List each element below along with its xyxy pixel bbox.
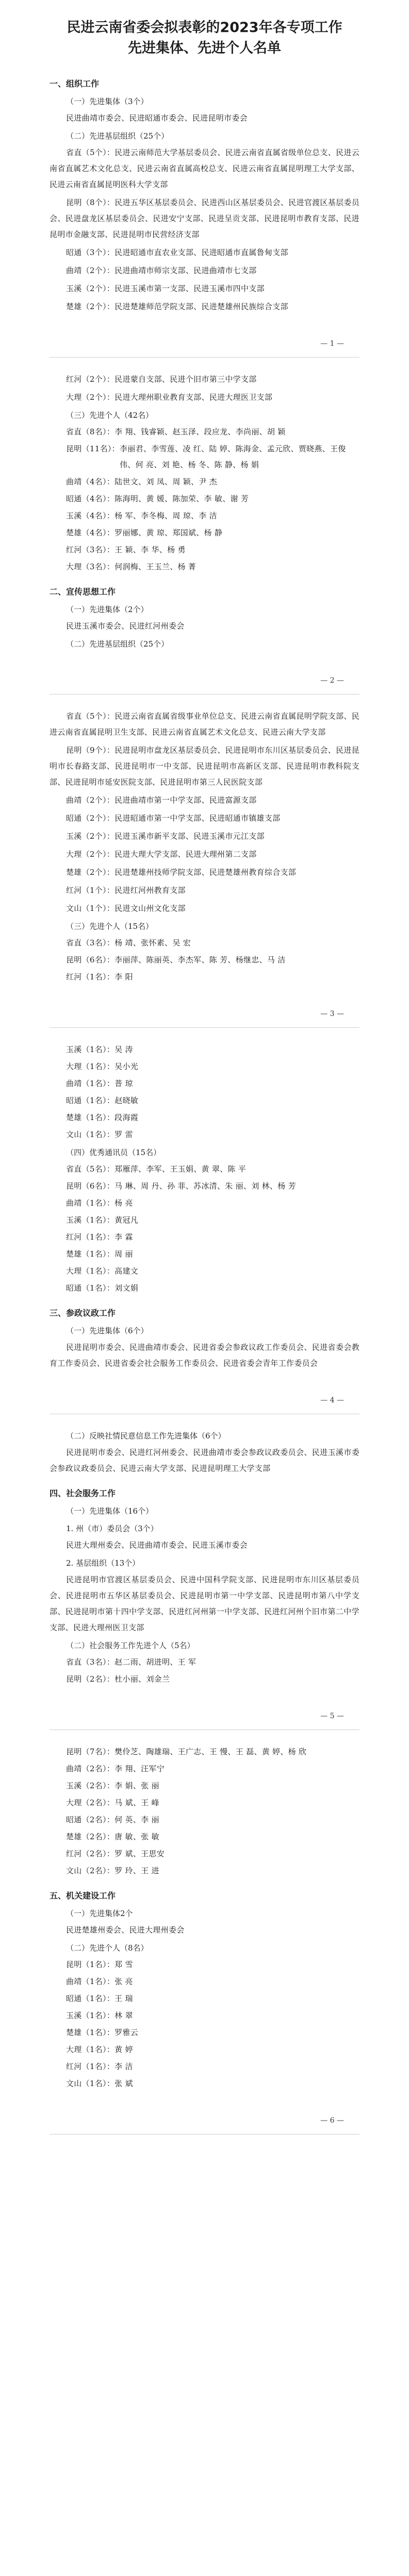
list-item bbox=[50, 2008, 359, 2024]
names-list: 李丽萍、陈丽英、李杰军、陈 芳、杨继忠、马 洁 bbox=[114, 955, 286, 964]
list-item bbox=[50, 1846, 359, 1862]
names-list: 张 斌 bbox=[114, 2079, 133, 2088]
paragraph: 省直（5个）：民进云南师范大学基层委员会、民进云南省直属省级单位总支、民进云南省直属艺术文化总支、民进云南省直属高校总支、民进云南省直属昆明理工大学支部、民进云南省直属昆明医科大学支部 bbox=[50, 148, 359, 189]
group-label: 玉溪（1名）： bbox=[66, 1045, 115, 1054]
list-item bbox=[50, 1229, 359, 1245]
names-list: 李 阳 bbox=[114, 972, 133, 981]
names-list: 周 丽 bbox=[114, 1249, 133, 1259]
names-list: 陆世文、刘 凤、周 颖、尹 杰 bbox=[114, 477, 217, 486]
group-label: 红河（3名）： bbox=[66, 545, 115, 554]
names-list: 刘文娟 bbox=[114, 1283, 139, 1293]
list-item bbox=[50, 2059, 359, 2075]
group-label: 省直（3名）： bbox=[66, 1657, 115, 1667]
names-list: 郑 雪 bbox=[114, 1960, 133, 1969]
list-item bbox=[50, 2042, 359, 2058]
paragraph: 曲靖（2个）：民进曲靖市师宗支部、民进曲靖市七支部 bbox=[66, 266, 257, 275]
subheading-correspondents: （四）优秀通讯员（15名） bbox=[66, 1148, 161, 1157]
list-item bbox=[50, 441, 359, 473]
names-list: 郑雁萍、李军、王玉娟、黄 翠、陈 平 bbox=[114, 1164, 247, 1174]
section-heading-politics: 三、参政议政工作 bbox=[50, 1308, 116, 1318]
names-list: 王 瑞 bbox=[114, 1994, 133, 2003]
paragraph: 大理（2个）：民进大理州职业教育支部、民进大理医卫支部 bbox=[66, 393, 273, 402]
list-item bbox=[50, 1127, 359, 1143]
page-number: — 1 — bbox=[320, 340, 344, 348]
names-list: 赵二雨、胡进明、王 军 bbox=[114, 1657, 197, 1667]
group-label: 楚雄（1名）： bbox=[66, 2028, 115, 2037]
group-label: 大理（1名）： bbox=[66, 1062, 115, 1071]
subheading-base-organization: （二）先进基层组织（25个） bbox=[66, 639, 169, 649]
group-label: 大理（1名）： bbox=[66, 1266, 115, 1276]
paragraph: 民进楚雄州委会、民进大理州委会 bbox=[66, 1925, 185, 1935]
paragraph: 昆明（8个）：民进五华区基层委员会、民进西山区基层委员会、民进官渡区基层委员会、民进盘龙区基层委员会、民进安宁支部、民进呈贡支部、民进昆明市教育支部、民进昆明市金融支部、民进昆明市民营经济支部 bbox=[50, 198, 359, 239]
list-item bbox=[50, 1795, 359, 1811]
paragraph: 红河（2个）：民进蒙自支部、民进个旧市第三中学支部 bbox=[66, 375, 257, 384]
document-title-line1: 民进云南省委会拟表彰的2023年各专项工作 bbox=[67, 20, 342, 36]
paragraph: 楚雄（2个）：民进楚雄师范学院支部、民进楚雄州民族综合支部 bbox=[66, 302, 288, 311]
subheading-base-organization: （二）先进基层组织（25个） bbox=[66, 131, 169, 141]
names-list: 马 斌、王 峰 bbox=[114, 1798, 159, 1807]
section-heading-social-service: 四、社会服务工作 bbox=[50, 1488, 116, 1498]
list-item bbox=[50, 1195, 359, 1211]
list-item bbox=[50, 1812, 359, 1828]
section-heading-propaganda: 二、宣传思想工作 bbox=[50, 587, 116, 597]
group-label: 昆明（6名）： bbox=[66, 1181, 115, 1191]
list-item bbox=[50, 1110, 359, 1126]
group-label: 省直（3名）： bbox=[66, 938, 115, 947]
section-heading-organ-building: 五、机关建设工作 bbox=[50, 1891, 116, 1901]
group-label: 昭通（2名）： bbox=[66, 1815, 115, 1824]
group-label: 大理（1名）： bbox=[66, 2045, 115, 2054]
subheading-reflect: （二）反映社情民意信息工作先进集体（6个） bbox=[66, 1431, 226, 1440]
names-list: 王 颖、李 华、杨 勇 bbox=[114, 545, 186, 554]
document-title-line2: 先进集体、先进个人名单 bbox=[128, 40, 281, 56]
paragraph: 昆明（9个）：民进昆明市盘龙区基层委员会、民进昆明市东川区基层委员会、民进昆明市长春路支部、民进昆明市一中支部、民进昆明市高新区支部、民进昆明市教科院支部、民进昆明市延安医院支部、民进昆明市第三人民医院支部 bbox=[50, 745, 359, 787]
list-item bbox=[50, 1974, 359, 1990]
group-label: 昆明（7名）： bbox=[66, 1747, 115, 1756]
group-label: 文山（2名）： bbox=[66, 1866, 115, 1875]
names-list: 普 琼 bbox=[114, 1079, 133, 1088]
names-list: 唐 敏、张 敏 bbox=[114, 1832, 159, 1841]
names-list: 杨 军、李冬梅、周 琼、李 洁 bbox=[114, 511, 217, 520]
group-label: 玉溪（2名）： bbox=[66, 1781, 115, 1790]
names-list: 高建文 bbox=[114, 1266, 139, 1276]
paragraph: 曲靖（2个）：民进曲靖市第一中学支部、民进富源支部 bbox=[66, 795, 257, 805]
group-label: 文山（1名）： bbox=[66, 1130, 115, 1139]
group-label: 昆明（11名）： bbox=[66, 444, 120, 453]
subheading-individuals: （二）社会服务工作先进个人（5名） bbox=[66, 1641, 195, 1650]
group-label: 曲靖（2名）： bbox=[66, 1764, 115, 1773]
names-list: 段海霞 bbox=[114, 1113, 139, 1122]
group-label: 昭通（4名）： bbox=[66, 494, 115, 503]
group-label: 昆明（2名）： bbox=[66, 1674, 115, 1684]
list-item bbox=[50, 1093, 359, 1109]
group-label: 红河（1名）： bbox=[66, 972, 115, 981]
subheading-prefecture: 1. 州（市）委员会（3个） bbox=[66, 1524, 158, 1533]
group-label: 楚雄（1名）： bbox=[66, 1249, 115, 1259]
page-divider bbox=[50, 1027, 359, 1028]
paragraph: 民进昆明市官渡区基层委员会、民进中国科学院支部、民进昆明市东川区基层委员会、民进昆明市五华区基层委员会、民进昆明市第一中学支部、民进昆明市第八中学支部、民进昆明市第十四中学支部、民进红河州第一中学支部、民进红河州个旧市第二中学支部、民进大理州医卫支部 bbox=[50, 1575, 359, 1632]
paragraph: 大理（2个）：民进大理大学支部、民进大理州第二支部 bbox=[66, 850, 257, 859]
names-list: 樊伶芝、陶雄瑞、王广志、王 慢、王 磊、黄 婷、杨 欣 bbox=[114, 1747, 307, 1756]
list-item bbox=[50, 952, 359, 968]
list-item bbox=[50, 542, 359, 558]
names-list: 马 琳、周 丹、孙 菲、苏冰清、朱 丽、刘 林、杨 芳 bbox=[114, 1181, 296, 1191]
names-list: 张 亮 bbox=[114, 1977, 133, 1986]
names-list: 何润梅、王玉兰、杨 菁 bbox=[114, 562, 197, 571]
list-item bbox=[50, 1778, 359, 1794]
paragraph: 玉溪（2个）：民进玉溪市第一支部、民进玉溪市四中支部 bbox=[66, 284, 265, 293]
page-footer bbox=[50, 340, 359, 351]
subheading-individuals: （二）先进个人（8名） bbox=[66, 1943, 149, 1953]
list-item bbox=[50, 1178, 359, 1194]
subheading-individuals: （三）先进个人（42名） bbox=[66, 411, 154, 420]
page-divider bbox=[50, 357, 359, 358]
names-list: 罗雅云 bbox=[114, 2028, 139, 2037]
list-item bbox=[50, 1863, 359, 1879]
paragraph: 民进大理州委会、民进曲靖市委会、民进玉溪市委会 bbox=[66, 1540, 248, 1550]
list-item bbox=[50, 1059, 359, 1075]
names-list: 陈海明、黄 媛、陈加荣、李 敏、谢 芳 bbox=[114, 494, 249, 503]
list-item bbox=[50, 1280, 359, 1296]
group-label: 曲靖（1名）： bbox=[66, 1977, 115, 1986]
group-label: 文山（1名）： bbox=[66, 2079, 115, 2088]
group-label: 大理（3名）： bbox=[66, 562, 115, 571]
list-item bbox=[50, 424, 359, 440]
group-label: 昆明（6名）： bbox=[66, 955, 115, 964]
paragraph: 民进昆明市委会、民进曲靖市委会、民进省委会参政议政工作委员会、民进省委会教育工作委员会、民进省委会社会服务工作委员会、民进省委会青年工作委员会 bbox=[50, 1343, 359, 1368]
names-list: 罗 玲、王 进 bbox=[114, 1866, 159, 1875]
names-list: 罗丽娜、黄 琼、郑国斌、杨 静 bbox=[114, 528, 223, 537]
subheading-collective: （一）先进集体（6个） bbox=[66, 1326, 149, 1335]
names-list: 李 翔、钱睿颖、赵玉泽、段应龙、李尚丽、胡 颖 bbox=[114, 427, 286, 436]
group-label: 楚雄（2名）： bbox=[66, 1832, 115, 1841]
section-heading-organization: 一、组织工作 bbox=[50, 79, 100, 89]
group-label: 省直（8名）： bbox=[66, 427, 115, 436]
group-label: 曲靖（1名）： bbox=[66, 1198, 115, 1208]
list-item bbox=[50, 525, 359, 541]
subheading-collective: （一）先进集体（2个） bbox=[66, 605, 149, 614]
paragraph: 民进玉溪市委会、民进红河州委会 bbox=[66, 621, 185, 631]
group-label: 红河（1名）： bbox=[66, 2062, 115, 2071]
paragraph: 省直（5个）：民进云南省直属省级事业单位总支、民进云南省直属昆明学院支部、民进云南省直属昆明卫生支部、民进云南省直属艺术文化总支、民进云南大学支部 bbox=[50, 711, 359, 737]
list-item bbox=[50, 474, 359, 490]
group-label: 昭通（1名）： bbox=[66, 1283, 115, 1293]
page-footer bbox=[50, 676, 359, 688]
page-number: — 4 — bbox=[320, 1396, 344, 1404]
names-list: 李 霖 bbox=[114, 1232, 133, 1242]
list-item bbox=[50, 1761, 359, 1777]
group-label: 楚雄（4名）： bbox=[66, 528, 115, 537]
names-list: 黄 婷 bbox=[114, 2045, 133, 2054]
names-list: 赵晓敏 bbox=[114, 1096, 139, 1105]
list-item bbox=[50, 1263, 359, 1279]
page-number: — 3 — bbox=[320, 1010, 344, 1018]
names-list: 林 翠 bbox=[114, 2011, 133, 2020]
group-label: 玉溪（1名）： bbox=[66, 2011, 115, 2020]
subheading-base-organization: 2. 基层组织（13个） bbox=[66, 1558, 140, 1568]
list-item bbox=[50, 1829, 359, 1845]
group-label: 昭通（1名）： bbox=[66, 1994, 115, 2003]
list-item bbox=[50, 1076, 359, 1092]
list-item bbox=[50, 508, 359, 524]
page-number: — 6 — bbox=[320, 2116, 344, 2125]
paragraph: 民进昆明市委会、民进红河州委会、民进曲靖市委会参政议政委员会、民进玉溪市委会参政议政委员会、民进云南大学支部、民进昆明理工大学支部 bbox=[50, 1448, 359, 1473]
names-list: 何 英、李 丽 bbox=[114, 1815, 159, 1824]
group-label: 昆明（1名）： bbox=[66, 1960, 115, 1969]
group-label: 楚雄（1名）： bbox=[66, 1113, 115, 1122]
list-item bbox=[50, 1161, 359, 1177]
list-item bbox=[50, 2076, 359, 2092]
list-item bbox=[50, 491, 359, 507]
paragraph: 红河（1个）：民进红河州教育支部 bbox=[66, 886, 186, 895]
paragraph: 楚雄（2个）：民进楚雄州技师学院支部、民进楚雄州教育综合支部 bbox=[66, 868, 297, 877]
names-list: 李 娟、张 丽 bbox=[114, 1781, 159, 1790]
list-item bbox=[50, 969, 359, 985]
paragraph: 文山（1个）：民进文山州文化支部 bbox=[66, 904, 186, 913]
group-label: 玉溪（1名）： bbox=[66, 1215, 115, 1225]
names-list: 李丽君、李雪莲、凌 红、陆 婷、陈海金、孟元欣、贾晓燕、王俊伟、何 亮、刘 艳、杨 冬、陈 静、杨 娟 bbox=[120, 444, 346, 469]
list-item bbox=[50, 1042, 359, 1058]
list-item bbox=[50, 1744, 359, 1760]
group-label: 红河（1名）： bbox=[66, 1232, 115, 1242]
group-label: 曲靖（4名）： bbox=[66, 477, 115, 486]
list-item bbox=[50, 1991, 359, 2007]
list-item bbox=[50, 1212, 359, 1228]
names-list: 黄冠凡 bbox=[114, 1215, 139, 1225]
page-footer bbox=[50, 1010, 359, 1021]
group-label: 红河（2名）： bbox=[66, 1849, 115, 1858]
page-footer bbox=[50, 1396, 359, 1408]
names-list: 杨 亮 bbox=[114, 1198, 133, 1208]
page-number: — 2 — bbox=[320, 676, 344, 685]
paragraph: 玉溪（2个）：民进玉溪市新平支部、民进玉溪市元江支部 bbox=[66, 832, 265, 841]
list-item bbox=[50, 1654, 359, 1670]
subheading-collective: （一）先进集体2个 bbox=[66, 1909, 133, 1918]
names-list: 罗 雷 bbox=[114, 1130, 133, 1139]
page-footer bbox=[50, 2116, 359, 2128]
page-number: — 5 — bbox=[320, 1712, 344, 1720]
names-list: 李 翔、汪军宁 bbox=[114, 1764, 165, 1773]
list-item bbox=[50, 1671, 359, 1687]
list-item bbox=[50, 559, 359, 575]
group-label: 大理（2名）： bbox=[66, 1798, 115, 1807]
group-label: 省直（5名）： bbox=[66, 1164, 115, 1174]
list-item bbox=[50, 935, 359, 951]
names-list: 吴 涛 bbox=[114, 1045, 133, 1054]
paragraph: 昭通（3个）：民进昭通市直农业支部、民进昭通市直属鲁甸支部 bbox=[66, 248, 288, 257]
list-item bbox=[50, 1957, 359, 1973]
group-label: 曲靖（1名）： bbox=[66, 1079, 115, 1088]
page-footer bbox=[50, 1712, 359, 1723]
group-label: 昭通（1名）： bbox=[66, 1096, 115, 1105]
subheading-collective: （一）先进集体（3个） bbox=[66, 97, 149, 106]
names-list: 吴小光 bbox=[114, 1062, 139, 1071]
paragraph: 昭通（2个）：民进昭通市第一中学支部、民进昭通市镇雄支部 bbox=[66, 814, 281, 823]
names-list: 杜小丽、刘金兰 bbox=[114, 1674, 170, 1684]
names-list: 杨 靖、张怀素、吴 宏 bbox=[114, 938, 191, 947]
subheading-collective: （一）先进集体（16个） bbox=[66, 1506, 154, 1516]
paragraph: 民进曲靖市委会、民进昭通市委会、民进昆明市委会 bbox=[66, 113, 248, 123]
list-item bbox=[50, 1246, 359, 1262]
names-list: 李 洁 bbox=[114, 2062, 133, 2071]
group-label: 玉溪（4名）： bbox=[66, 511, 115, 520]
list-item bbox=[50, 2025, 359, 2041]
subheading-individuals: （三）先进个人（15名） bbox=[66, 922, 154, 931]
names-list: 罗 斌、王思安 bbox=[114, 1849, 165, 1858]
